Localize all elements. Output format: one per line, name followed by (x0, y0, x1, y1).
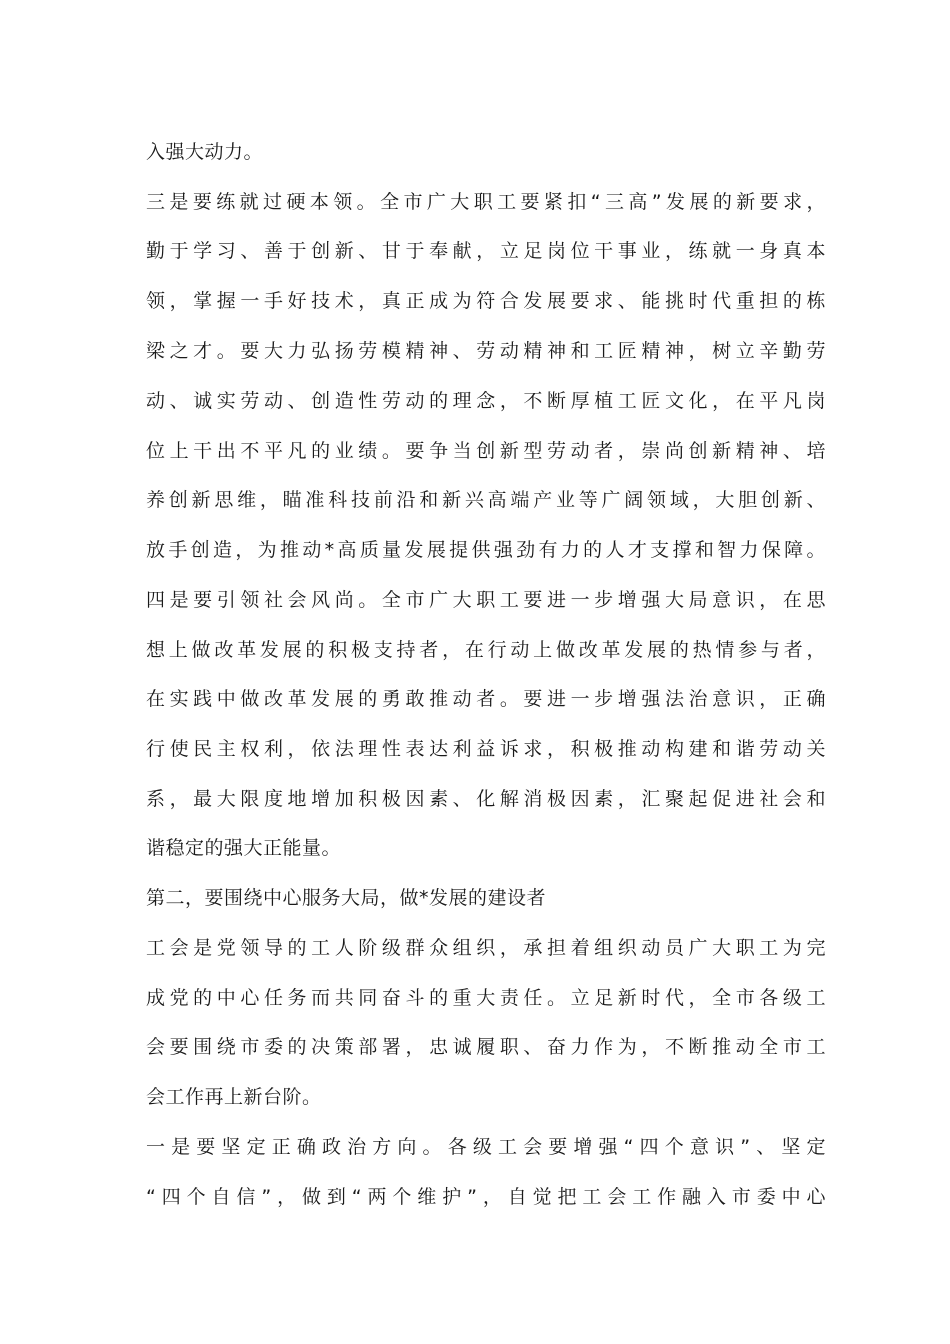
text-line: 领，掌握一手好技术，真正成为符合发展要求、能挑时代重担的栋 (146, 290, 826, 312)
text-line: 工会是党领导的工人阶级群众组织，承担着组织动员广大职工为完 (146, 937, 826, 959)
text-line: 三是要练就过硬本领。全市广大职工要紧扣“三高”发展的新要求， (146, 191, 826, 213)
text-line: 动、诚实劳动、创造性劳动的理念，不断厚植工匠文化，在平凡岗 (146, 390, 826, 412)
text-line: 勤于学习、善于创新、甘于奉献，立足岗位干事业，练就一身真本 (146, 240, 826, 262)
text-line: 成党的中心任务而共同奋斗的重大责任。立足新时代，全市各级工 (146, 987, 826, 1009)
text-line: 想上做改革发展的积极支持者，在行动上做改革发展的热情参与者， (146, 639, 826, 661)
text-line: 养创新思维，瞄准科技前沿和新兴高端产业等广阔领域，大胆创新、 (146, 489, 826, 511)
text-line: 位上干出不平凡的业绩。要争当创新型劳动者，崇尚创新精神、培 (146, 440, 826, 462)
text-line: 四是要引领社会风尚。全市广大职工要进一步增强大局意识，在思 (146, 589, 826, 611)
text-line: “四个自信”，做到“两个维护”，自觉把工会工作融入市委中心 (146, 1186, 826, 1208)
text-line: 梁之才。要大力弘扬劳模精神、劳动精神和工匠精神，树立辛勤劳 (146, 340, 826, 362)
text-line: 行使民主权利，依法理性表达利益诉求，积极推动构建和谐劳动关 (146, 738, 826, 760)
text-line: 放手创造，为推动*高质量发展提供强劲有力的人才支撑和智力保障。 (146, 539, 826, 561)
text-line: 在实践中做改革发展的勇敢推动者。要进一步增强法治意识，正确 (146, 688, 826, 710)
text-line: 入强大动力。 (146, 141, 264, 163)
text-line: 会要围绕市委的决策部署，忠诚履职、奋力作为，不断推动全市工 (146, 1036, 826, 1058)
text-line: 一是要坚定正确政治方向。各级工会要增强“四个意识”、坚定 (146, 1136, 826, 1158)
text-line: 会工作再上新台阶。 (146, 1086, 322, 1108)
section-heading: 第二，要围绕中心服务大局，做*发展的建设者 (146, 887, 547, 909)
text-line: 系，最大限度地增加积极因素、化解消极因素，汇聚起促进社会和 (146, 788, 826, 810)
text-line: 谐稳定的强大正能量。 (146, 837, 342, 859)
